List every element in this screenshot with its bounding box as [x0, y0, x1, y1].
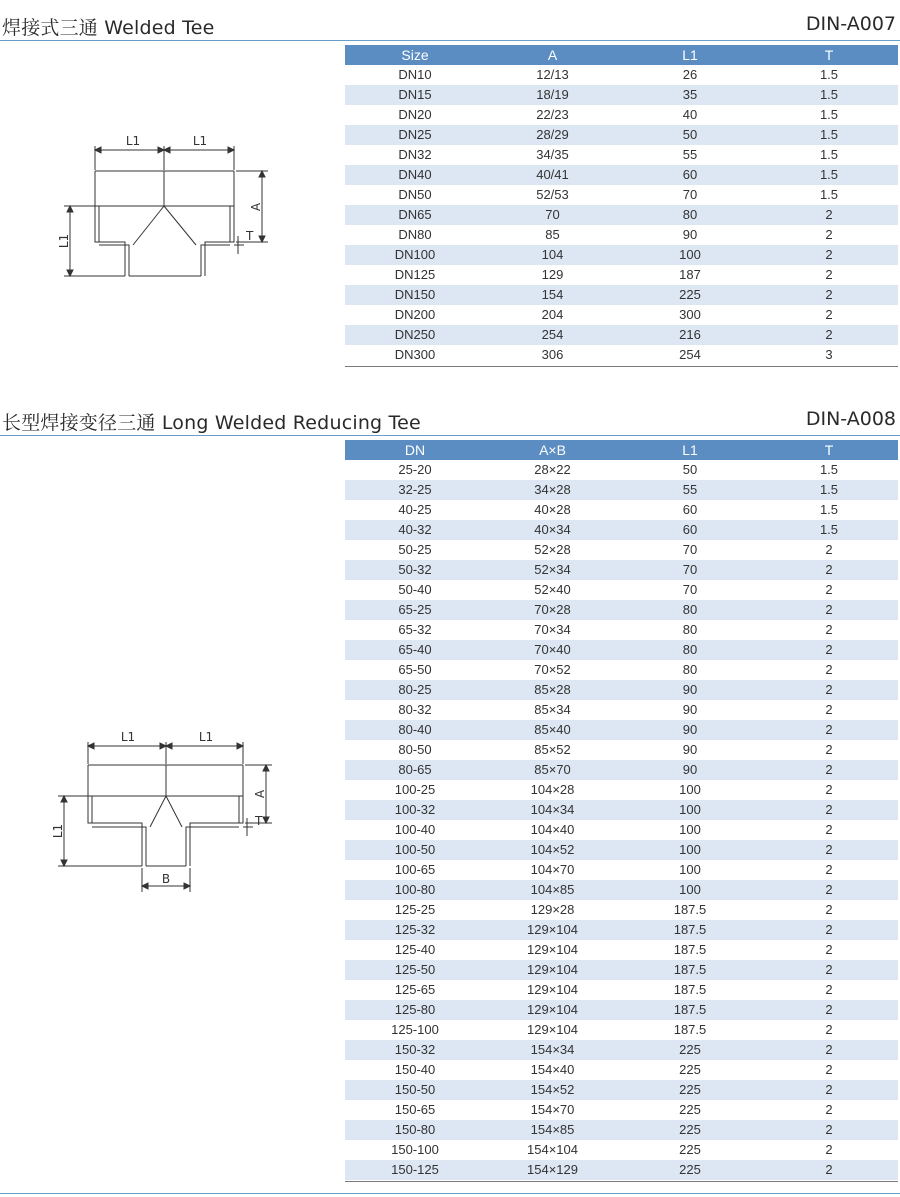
table-row — [345, 600, 898, 620]
table-cell: 3 — [825, 347, 833, 362]
table-cell: 225 — [620, 1120, 760, 1140]
table-row — [345, 560, 898, 580]
table-cell: 1.5 — [819, 462, 839, 477]
table-cell: 2 — [760, 800, 898, 820]
table-row — [345, 480, 898, 500]
table-cell: 52/53 — [536, 187, 569, 202]
table-cell: 80-50 — [398, 742, 432, 757]
table-cell: 2 — [825, 307, 833, 322]
table-cell: 2 — [760, 640, 898, 660]
table-cell: 40-25 — [398, 502, 432, 517]
table-cell: 2 — [760, 600, 898, 620]
table-cell: 80-25 — [345, 680, 485, 700]
table-cell: 32-25 — [345, 480, 485, 500]
table-cell: 85×28 — [485, 680, 620, 700]
table-cell: 2 — [760, 560, 898, 580]
table-cell: 85×40 — [485, 720, 620, 740]
table-cell: DN125 — [394, 267, 436, 282]
table-cell: 100 — [620, 840, 760, 860]
column-header-l1: L1 — [620, 45, 760, 65]
table-cell: 104×85 — [485, 880, 620, 900]
table-cell: 90 — [620, 720, 760, 740]
welded-tee-table — [345, 45, 898, 365]
table-row — [345, 325, 898, 345]
table-cell: 2 — [825, 1062, 833, 1077]
table-row — [345, 620, 898, 640]
table-row — [345, 65, 898, 85]
table-cell: 2 — [760, 245, 898, 265]
table-cell: 104×40 — [530, 822, 575, 837]
column-header-a: A — [485, 45, 620, 65]
table-cell: 2 — [760, 1000, 898, 1020]
table-cell: 129 — [541, 267, 564, 282]
table-cell: 225 — [679, 1062, 701, 1077]
table-cell: 34/35 — [536, 147, 569, 162]
table-cell: DN300 — [394, 347, 436, 362]
table-row — [345, 225, 898, 245]
column-header-size: Size — [345, 45, 485, 65]
table-cell: 187.5 — [673, 982, 707, 997]
dim-label-a: A — [249, 202, 263, 212]
table-cell: 1.5 — [819, 67, 839, 82]
column-header-axb: A×B — [485, 440, 620, 460]
table-cell: 70×28 — [485, 600, 620, 620]
table-cell: 154×129 — [485, 1160, 620, 1180]
table-cell: 2 — [760, 1080, 898, 1100]
table-row — [345, 1140, 898, 1160]
table-cell: 80 — [620, 600, 760, 620]
table-row — [345, 700, 898, 720]
table-cell: 129×104 — [485, 920, 620, 940]
table-cell: 254 — [485, 325, 620, 345]
table-header-row — [345, 45, 898, 65]
table-cell: 154×34 — [485, 1040, 620, 1060]
table-cell: 52×40 — [534, 582, 571, 597]
table-cell: 40×34 — [485, 520, 620, 540]
table-cell: 187.5 — [673, 1022, 707, 1037]
table-cell: 125-100 — [391, 1022, 439, 1037]
table-cell: 90 — [682, 742, 698, 757]
dim-label-l1-left: L1 — [120, 730, 136, 744]
table-cell: 40 — [682, 107, 698, 122]
table-cell: 2 — [825, 742, 833, 757]
table-row — [345, 105, 898, 125]
table-row — [345, 1080, 898, 1100]
table-cell: 125-65 — [394, 982, 436, 997]
table-cell: 100-32 — [345, 800, 485, 820]
table-cell: 2 — [825, 662, 833, 677]
table-cell: 18/19 — [485, 85, 620, 105]
table-cell: 1.5 — [760, 520, 898, 540]
table-end-rule — [345, 1181, 898, 1182]
table-cell: 2 — [760, 285, 898, 305]
table-cell: 60 — [620, 165, 760, 185]
table-cell: 25-20 — [398, 462, 432, 477]
table-cell: DN20 — [398, 107, 432, 122]
table-cell: 50-40 — [398, 582, 432, 597]
reducing-tee-table — [345, 440, 898, 1180]
table-cell: DN25 — [345, 125, 485, 145]
table-cell: 154×40 — [530, 1062, 575, 1077]
table-cell: 52×34 — [485, 560, 620, 580]
table-cell: 70 — [682, 542, 698, 557]
table-cell: 104×70 — [530, 862, 575, 877]
table-cell: 2 — [825, 267, 833, 282]
table-cell: 187.5 — [673, 942, 707, 957]
dim-label-l1-right: L1 — [192, 134, 208, 148]
table-cell: 28×22 — [534, 462, 571, 477]
table-cell: 40×28 — [534, 502, 571, 517]
table-cell: 22/23 — [536, 107, 569, 122]
table-cell: 70 — [682, 582, 698, 597]
table-cell: 2 — [825, 702, 833, 717]
column-header-t: T — [760, 45, 898, 65]
table-cell: DN80 — [398, 227, 432, 242]
table-row — [345, 980, 898, 1000]
table-cell: 60 — [682, 502, 698, 517]
table-cell: 12/13 — [536, 67, 569, 82]
dim-label-t: T — [246, 229, 254, 243]
table-cell: 50-32 — [345, 560, 485, 580]
table-cell: 2 — [825, 942, 833, 957]
table-cell: 80 — [682, 662, 698, 677]
table-cell: DN200 — [394, 307, 436, 322]
table-row — [345, 680, 898, 700]
table-cell: 225 — [620, 1040, 760, 1060]
table-cell: 80 — [620, 205, 760, 225]
table-cell: 187.5 — [620, 1000, 760, 1020]
table-row — [345, 520, 898, 540]
table-cell: 52×28 — [534, 542, 571, 557]
table-row — [345, 720, 898, 740]
section-title-reducing-tee: 长型焊接变径三通 Long Welded Reducing Tee — [2, 412, 421, 434]
table-cell: 2 — [760, 880, 898, 900]
table-cell: 150-32 — [345, 1040, 485, 1060]
table-cell: 150-50 — [345, 1080, 485, 1100]
table-cell: 28/29 — [485, 125, 620, 145]
table-cell: 225 — [679, 1142, 701, 1157]
table-cell: 2 — [760, 960, 898, 980]
table-cell: 125-32 — [345, 920, 485, 940]
table-cell: 1.5 — [819, 147, 839, 162]
section-title-welded-tee: 焊接式三通 Welded Tee — [2, 17, 215, 39]
table-cell: 70×52 — [534, 662, 571, 677]
table-cell: DN65 — [345, 205, 485, 225]
table-cell: 2 — [760, 1040, 898, 1060]
table-cell: 300 — [679, 307, 701, 322]
table-cell: 2 — [760, 205, 898, 225]
table-row — [345, 780, 898, 800]
table-cell: 2 — [825, 542, 833, 557]
table-cell: 254 — [679, 347, 701, 362]
table-row — [345, 305, 898, 325]
table-row — [345, 245, 898, 265]
table-cell: 100 — [620, 880, 760, 900]
table-row — [345, 540, 898, 560]
table-cell: 90 — [682, 702, 698, 717]
table-cell: 100 — [679, 862, 701, 877]
table-cell: 80-32 — [398, 702, 432, 717]
table-row — [345, 940, 898, 960]
table-cell: 2 — [825, 862, 833, 877]
table-cell: 85×52 — [534, 742, 571, 757]
table-cell: 70×40 — [485, 640, 620, 660]
table-cell: 225 — [679, 1102, 701, 1117]
table-cell: 2 — [760, 325, 898, 345]
column-header-dn: DN — [345, 440, 485, 460]
table-cell: 70 — [485, 205, 620, 225]
table-cell: 125-80 — [345, 1000, 485, 1020]
table-cell: 1.5 — [760, 125, 898, 145]
table-row — [345, 760, 898, 780]
table-cell: DN32 — [398, 147, 432, 162]
section-code-din-a007: DIN-A007 — [805, 13, 896, 35]
table-cell: 154×104 — [527, 1142, 578, 1157]
table-cell: 2 — [825, 227, 833, 242]
table-row — [345, 920, 898, 940]
dim-label-b: B — [161, 872, 171, 886]
table-cell: 1.5 — [819, 502, 839, 517]
reducing-tee-table-body — [345, 460, 898, 1180]
table-cell: DN10 — [398, 67, 432, 82]
table-end-rule — [345, 366, 898, 367]
table-cell: 80-65 — [345, 760, 485, 780]
table-cell: 104×28 — [530, 782, 575, 797]
table-cell: 60 — [620, 520, 760, 540]
table-cell: 55 — [620, 480, 760, 500]
table-cell: 2 — [825, 1142, 833, 1157]
table-cell: 65-32 — [398, 622, 432, 637]
dim-label-a: A — [253, 789, 267, 799]
table-row — [345, 85, 898, 105]
table-cell: 104 — [485, 245, 620, 265]
table-cell: 129×104 — [485, 960, 620, 980]
dim-label-l1-right: L1 — [198, 730, 214, 744]
table-cell: 2 — [825, 622, 833, 637]
table-cell: 90 — [620, 760, 760, 780]
table-cell: 35 — [620, 85, 760, 105]
dim-label-l1-left: L1 — [125, 134, 141, 148]
table-cell: 216 — [620, 325, 760, 345]
table-cell: 80-40 — [345, 720, 485, 740]
table-cell: 150-80 — [345, 1120, 485, 1140]
table-cell: 204 — [541, 307, 564, 322]
table-cell: 1.5 — [819, 107, 839, 122]
section-code-din-a008: DIN-A008 — [805, 408, 896, 430]
table-cell: DN150 — [345, 285, 485, 305]
table-row — [345, 1100, 898, 1120]
table-cell: 100 — [679, 782, 701, 797]
table-cell: 2 — [760, 840, 898, 860]
table-cell: 2 — [760, 1120, 898, 1140]
table-cell: 100 — [620, 245, 760, 265]
table-row — [345, 345, 898, 365]
table-cell: 125-25 — [394, 902, 436, 917]
table-row — [345, 1020, 898, 1040]
table-row — [345, 125, 898, 145]
table-cell: 225 — [620, 1080, 760, 1100]
table-cell: 100-40 — [394, 822, 436, 837]
table-cell: 80 — [620, 640, 760, 660]
table-cell: 70×34 — [534, 622, 571, 637]
table-row — [345, 1060, 898, 1080]
table-cell: DN250 — [345, 325, 485, 345]
table-cell: 2 — [825, 1102, 833, 1117]
table-cell: 187.5 — [620, 960, 760, 980]
table-cell: 70 — [682, 187, 698, 202]
table-cell: 2 — [760, 760, 898, 780]
table-cell: DN15 — [345, 85, 485, 105]
dim-label-t: T — [255, 814, 263, 828]
table-cell: 2 — [760, 920, 898, 940]
table-cell: 2 — [825, 822, 833, 837]
table-row — [345, 1160, 898, 1180]
table-cell: 55 — [682, 147, 698, 162]
table-cell: 85×70 — [485, 760, 620, 780]
table-cell: 50-25 — [398, 542, 432, 557]
table-cell: 129×104 — [527, 982, 578, 997]
table-row — [345, 840, 898, 860]
table-cell: 90 — [682, 227, 698, 242]
table-cell: 40-32 — [345, 520, 485, 540]
page-bottom-rule — [0, 1193, 900, 1194]
table-cell: 50 — [620, 125, 760, 145]
table-row — [345, 960, 898, 980]
table-cell: 150-65 — [394, 1102, 436, 1117]
table-cell: 129×104 — [527, 942, 578, 957]
table-row — [345, 460, 898, 480]
dim-label-l1-vertical: L1 — [51, 823, 65, 839]
table-cell: 100 — [679, 822, 701, 837]
table-cell: 187.5 — [620, 920, 760, 940]
table-cell: 154×70 — [530, 1102, 575, 1117]
table-cell: 70 — [620, 560, 760, 580]
welded-tee-table-body — [345, 65, 898, 365]
table-cell: 225 — [620, 1160, 760, 1180]
table-cell: 2 — [760, 680, 898, 700]
table-row — [345, 265, 898, 285]
table-cell: 65-40 — [345, 640, 485, 660]
table-cell: 65-50 — [398, 662, 432, 677]
table-cell: 2 — [825, 782, 833, 797]
table-cell: 2 — [825, 902, 833, 917]
table-cell: 1.5 — [760, 85, 898, 105]
table-row — [345, 145, 898, 165]
table-cell: 154×85 — [485, 1120, 620, 1140]
dim-label-l1-vertical: L1 — [57, 233, 71, 249]
table-cell: 100-50 — [345, 840, 485, 860]
table-row — [345, 165, 898, 185]
table-cell: 85 — [545, 227, 560, 242]
table-row — [345, 660, 898, 680]
table-cell: 1.5 — [760, 480, 898, 500]
table-row — [345, 860, 898, 880]
table-cell: 2 — [825, 582, 833, 597]
table-cell: 187.5 — [673, 902, 707, 917]
section-divider — [0, 435, 900, 436]
table-row — [345, 640, 898, 660]
table-row — [345, 880, 898, 900]
table-cell: DN40 — [345, 165, 485, 185]
table-row — [345, 1120, 898, 1140]
table-row — [345, 285, 898, 305]
table-header-row — [345, 440, 898, 460]
column-header-t: T — [760, 440, 898, 460]
table-cell: 150-100 — [391, 1142, 439, 1157]
table-row — [345, 900, 898, 920]
table-cell: 150-40 — [394, 1062, 436, 1077]
table-cell: 154×52 — [485, 1080, 620, 1100]
table-cell: 125-40 — [394, 942, 436, 957]
table-row — [345, 1000, 898, 1020]
table-row — [345, 185, 898, 205]
table-cell: 65-25 — [345, 600, 485, 620]
table-cell: 129×28 — [530, 902, 575, 917]
table-cell: 2 — [760, 720, 898, 740]
table-cell: 90 — [620, 680, 760, 700]
table-row — [345, 1040, 898, 1060]
table-cell: 129×104 — [527, 1022, 578, 1037]
table-cell: 2 — [760, 1160, 898, 1180]
table-cell: 104×52 — [485, 840, 620, 860]
table-cell: 2 — [825, 1022, 833, 1037]
table-cell: 26 — [682, 67, 698, 82]
table-cell: 225 — [620, 285, 760, 305]
table-cell: 100-65 — [394, 862, 436, 877]
table-row — [345, 820, 898, 840]
table-cell: 80 — [682, 622, 698, 637]
table-cell: 34×28 — [485, 480, 620, 500]
table-cell: 50 — [682, 462, 698, 477]
reducing-tee-diagram — [0, 720, 300, 920]
table-cell: DN50 — [398, 187, 432, 202]
table-cell: 40/41 — [485, 165, 620, 185]
table-row — [345, 800, 898, 820]
table-cell: 85×34 — [534, 702, 571, 717]
table-cell: 100-25 — [394, 782, 436, 797]
table-cell: 150-125 — [345, 1160, 485, 1180]
table-cell: 100 — [620, 800, 760, 820]
table-cell: DN100 — [345, 245, 485, 265]
column-header-l1: L1 — [620, 440, 760, 460]
table-cell: 129×104 — [485, 1000, 620, 1020]
table-cell: 1.5 — [760, 165, 898, 185]
table-cell: 154 — [485, 285, 620, 305]
table-row — [345, 740, 898, 760]
table-cell: 2 — [825, 982, 833, 997]
table-cell: 1.5 — [819, 187, 839, 202]
table-cell: 125-50 — [345, 960, 485, 980]
table-cell: 100-80 — [345, 880, 485, 900]
welded-tee-diagram — [0, 40, 300, 340]
table-row — [345, 500, 898, 520]
table-cell: 306 — [541, 347, 564, 362]
table-row — [345, 205, 898, 225]
table-cell: 104×34 — [485, 800, 620, 820]
table-cell: 187 — [679, 267, 701, 282]
table-row — [345, 580, 898, 600]
